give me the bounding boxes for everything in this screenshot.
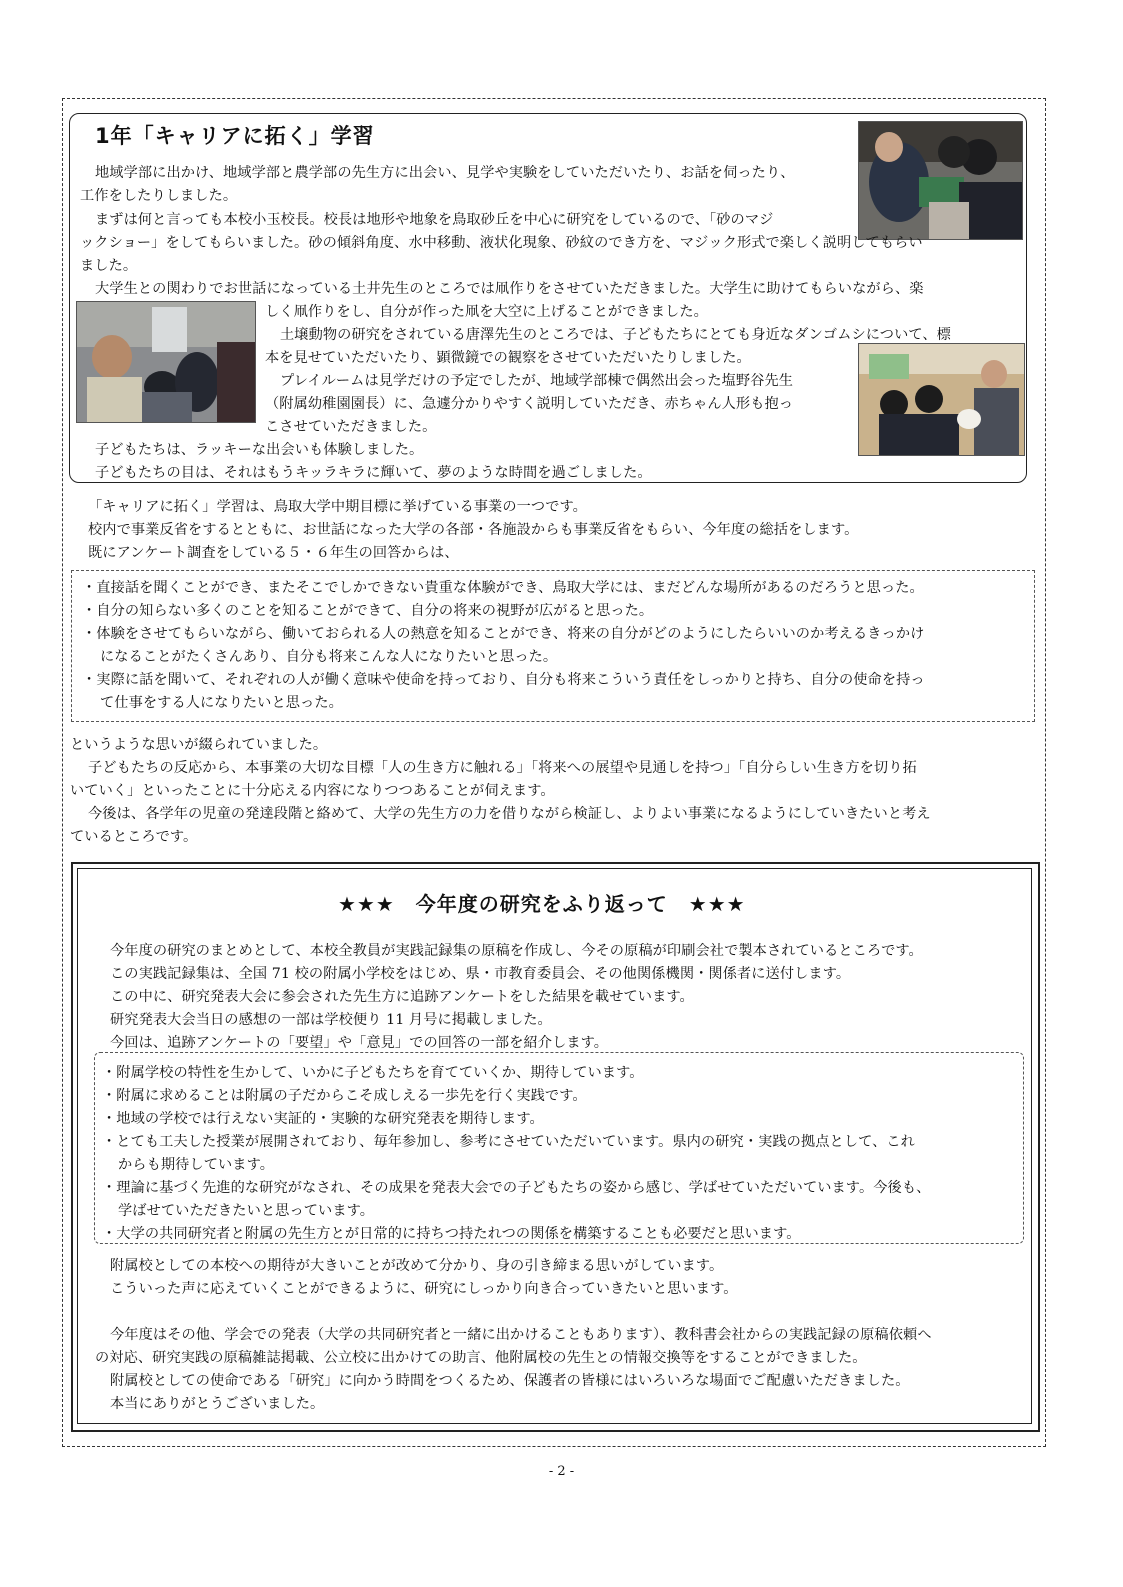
summary-line: というような思いが綴られていました。 [70, 737, 328, 753]
research-closing-line: こういった声に応えていくことができるように、研究にしっかり向き合っていきたいと思います。 [110, 1281, 738, 1297]
summary-line: ているところです。 [70, 829, 198, 845]
student-comment-line: て仕事をする人になりたいと思った。 [100, 695, 343, 711]
research-intro-line: この実践記録集は、全国 71 校の附属小学校をはじめ、県・市教育委員会、その他関係機関・関係者に送付します。 [110, 966, 851, 982]
research-intro-line: この中に、研究発表大会に参会された先生方に追跡アンケートをした結果を載せています。 [110, 989, 694, 1005]
survey-response-line: ・附属学校の特性を生かして、いかに子どもたちを育てていくか、期待しています。 [102, 1065, 644, 1081]
career-section-title: 1年「キャリアに拓く」学習 [95, 124, 375, 148]
career-paragraph-line: 大学生との関わりでお世話になっている土井先生のところでは凧作りをさせていただきました。大学生に助けてもらいながら、楽 [95, 281, 924, 297]
survey-response-line: からも期待しています。 [118, 1157, 275, 1173]
research-closing-line: 本当にありがとうございました。 [110, 1396, 325, 1412]
career-paragraph-line: 子どもたちは、ラッキーな出会いも体験しました。 [95, 442, 424, 458]
career-paragraph-line: まずは何と言っても本校小玉校長。校長は地形や地象を鳥取砂丘を中心に研究をしているので、「砂のマジ [95, 212, 774, 228]
survey-response-line: 学ばせていただきたいと思っています。 [118, 1203, 375, 1219]
student-comment-line: ・直接話を聞くことができ、またそこでしかできない貴重な体験ができ、鳥取大学には、まだどんな場所があるのだろうと思った。 [82, 580, 924, 596]
intro-line: 既にアンケート調査をしている５・６年生の回答からは、 [88, 545, 459, 561]
career-paragraph-line: ックショー」をしてもらいました。砂の傾斜角度、水中移動、液状化現象、砂紋のでき方を、マジック形式で楽しく説明してもらい [80, 235, 923, 251]
career-paragraph-line: プレイルームは見学だけの予定でしたが、地域学部棟で偶然出会った塩野谷先生 [280, 373, 794, 389]
research-closing-line: 今年度はその他、学会での発表（大学の共同研究者と一緒に出かけることもあります）、教科書会社からの実践記録の原稿依頼へ [110, 1327, 932, 1343]
student-comment-line: ・自分の知らない多くのことを知ることができて、自分の将来の視野が広がると思った。 [82, 603, 654, 619]
student-comment-line: ・実際に話を聞いて、それぞれの人が働く意味や使命を持っており、自分も将来こういう責任をしっかりと持ち、自分の使命を持っ [82, 672, 925, 688]
research-review-title: ★★★ 今年度の研究をふり返って ★★★ [338, 892, 746, 916]
summary-line: いていく」といったことに十分応える内容になりつつあることが伺えます。 [70, 783, 555, 799]
summary-line: 子どもたちの反応から、本事業の大切な目標「人の生き方に触れる」「将来への展望や見通しを持つ」「自分らしい生き方を切り拓 [88, 760, 917, 776]
research-closing-line: の対応、研究実践の原稿雑誌掲載、公立校に出かけての助言、他附属校の先生との情報交換等をすることができました。 [95, 1350, 867, 1366]
photo-kite-making [76, 301, 256, 423]
career-paragraph-line: 子どもたちの目は、それはもうキッラキラに輝いて、夢のような時間を過ごしました。 [95, 465, 652, 481]
research-closing-line: 附属校としての本校への期待が大きいことが改めて分かり、身の引き締まる思いがしています。 [110, 1258, 724, 1274]
survey-response-line: ・理論に基づく先進的な研究がなされ、その成果を発表大会での子どもたちの姿から感じ、学ばせていただいています。今後も、 [102, 1180, 931, 1196]
student-comment-line: ・体験をさせてもらいながら、働いておられる人の熱意を知ることができ、将来の自分がどのようにしたらいいのか考えるきっかけ [82, 626, 925, 642]
intro-line: 校内で事業反省をするとともに、お世話になった大学の各部・各施設からも事業反省をもらい、今年度の総括をします。 [88, 522, 859, 538]
research-intro-line: 研究発表大会当日の感想の一部は学校便り 11 月号に掲載しました。 [110, 1012, 552, 1028]
survey-response-line: ・とても工夫した授業が展開されており、毎年参加し、参考にさせていただいています。県内の研究・実践の拠点として、これ [102, 1134, 915, 1150]
survey-response-line: ・大学の共同研究者と附属の先生方とが日常的に持ちつ持たれつの関係を構築することも必要だと思います。 [102, 1226, 801, 1242]
career-paragraph-line: 工作をしたりしました。 [80, 188, 238, 204]
career-paragraph-line: 本を見せていただいたり、顕微鏡での観察をさせていただいたりしました。 [265, 350, 751, 366]
career-paragraph-line: ました。 [80, 258, 138, 274]
survey-response-line: ・地域の学校では行えない実証的・実験的な研究発表を期待します。 [102, 1111, 544, 1127]
summary-line: 今後は、各学年の児童の発達段階と絡めて、大学の先生方の力を借りながら検証し、よりよい事業になるようにしていきたいと考え [88, 806, 931, 822]
career-paragraph-line: こさせていただきました。 [265, 419, 437, 435]
career-paragraph-line: 地域学部に出かけ、地域学部と農学部の先生方に出会い、見学や実験をしていただいたり、お話を伺ったり、 [95, 165, 795, 181]
student-comment-line: になることがたくさんあり、自分も将来こんな人になりたいと思った。 [100, 649, 558, 665]
career-paragraph-line: （附属幼稚園園長）に、急遽分かりやすく説明していただき、赤ちゃん人形も抱っ [265, 396, 794, 412]
photo-kindergarten-playroom [858, 343, 1025, 456]
research-intro-line: 今年度の研究のまとめとして、本校全教員が実践記録集の原稿を作成し、今その原稿が印刷会社で製本されているところです。 [110, 943, 923, 959]
survey-response-line: ・附属に求めることは附属の子だからこそ成しえる一歩先を行く実践です。 [102, 1088, 587, 1104]
research-intro-line: 今回は、追跡アンケートの「要望」や「意見」での回答の一部を紹介します。 [110, 1035, 609, 1051]
career-paragraph-line: しく凧作りをし、自分が作った凧を大空に上げることができました。 [265, 304, 708, 320]
intro-line: 「キャリアに拓く」学習は、鳥取大学中期目標に挙げている事業の一つです。 [88, 499, 587, 515]
photo-sand-magic [858, 121, 1023, 240]
page-number: - 2 - [548, 1464, 575, 1479]
career-paragraph-line: 土壌動物の研究をされている唐澤先生のところでは、子どもたちにとても身近なダンゴムシについて、標 [280, 327, 951, 343]
research-closing-line: 附属校としての使命である「研究」に向かう時間をつくるため、保護者の皆様にはいろいろな場面でご配慮いただきました。 [110, 1373, 910, 1389]
